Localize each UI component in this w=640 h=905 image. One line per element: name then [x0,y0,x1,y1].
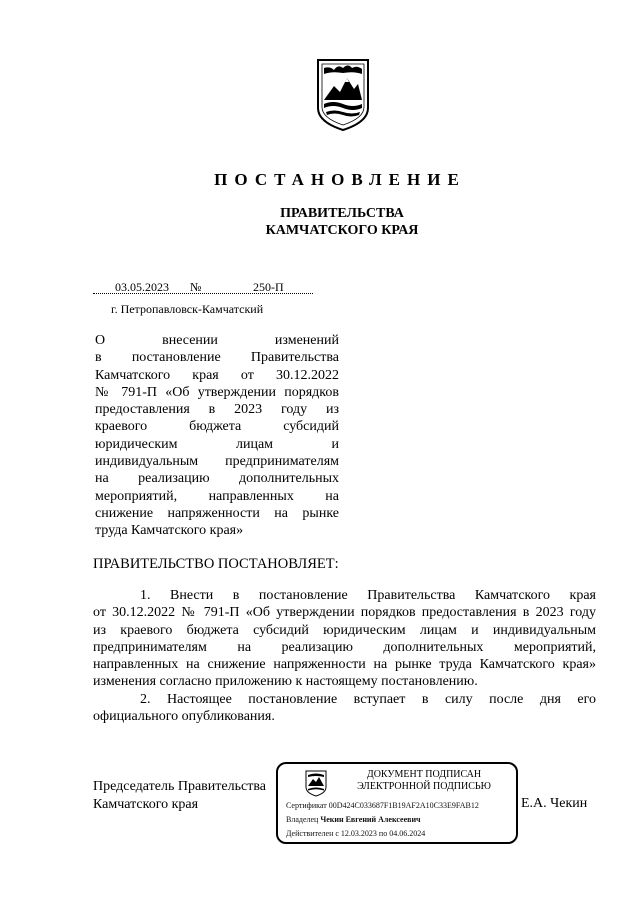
date-number-line [93,280,313,296]
title-line: О внесении изменений [95,333,339,348]
stamp-validity-line [286,829,425,838]
issuer-heading [0,205,640,239]
body-line: 1. Внести в постановление Правительства Камчатского края [140,588,596,603]
valid-from-value: 12.03.2023 [340,829,377,838]
resolution-body [93,587,596,725]
stamp-emblem-icon [304,769,328,797]
certificate-label: Сертификат [286,801,327,810]
stamp-title [336,769,512,793]
body-line: предпринимателям на реализацию дополнительных мероприятий, [93,639,596,655]
owner-value: Чекин Евгений Алексеевич [320,815,421,824]
number-sign: № [190,280,202,294]
title-line: Камчатского края от 30.12.2022 [95,367,339,383]
title-line: мероприятий, направленных на [95,488,339,504]
body-line: из краевого бюджета субсидий юридическим лицам и индивидуальным [93,622,596,638]
stamp-title-line-2: ЭЛЕКТРОННОЙ ПОДПИСЬЮ [357,781,491,792]
title-line: на реализацию дополнительных [95,471,339,487]
city-line: г. Петропавловск-Камчатский [111,302,264,316]
body-line: направленных на снижение напряженности на рынке труда Камчатского края» [93,657,596,673]
title-line: индивидуальным предпринимателям [95,454,339,470]
valid-to-label: по [378,829,388,838]
owner-label: Владелец [286,815,319,824]
issuer-line-2: КАМЧАТСКОГО КРАЯ [265,223,419,238]
body-line: официального опубликования. [93,709,275,725]
body-line: от 30.12.2022 № 791-П «Об утверждении порядков предоставления в 2023 году [93,605,596,621]
stamp-certificate-line [286,801,479,810]
issuer-line-1: ПРАВИТЕЛЬСТВА [280,206,404,221]
body-line: изменения согласно приложению к настоящему постановлению. [93,674,478,690]
title-line: труда Камчатского края» [95,523,244,539]
title-line: юридическим лицам и [95,436,339,452]
title-line: снижение напряженности на рынке [95,505,339,521]
body-line: 2. Настоящее постановление вступает в силу после дня его [140,691,596,707]
document-type-heading: ПОСТАНОВЛЕНИЕ [214,170,466,189]
resolves-heading: ПРАВИТЕЛЬСТВО ПОСТАНОВЛЯЕТ: [93,556,339,572]
coat-of-arms-icon [314,56,372,132]
document-date: 03.05.2023 [115,280,169,294]
certificate-value: 00D424C033687F1B19AF2A10C33E9FAB12 [328,801,479,810]
title-line: № 791-П «Об утверждении порядков [95,384,339,400]
signatory-name: Е.А. Чекин [521,796,588,811]
title-line: в постановление Правительства [95,350,339,366]
position-line-1: Председатель Правительства [93,779,266,794]
title-line: краевого бюджета субсидий [95,419,339,435]
stamp-owner-line [286,815,421,824]
signatory-position [93,778,266,814]
title-line: предоставления в 2023 году из [95,402,339,418]
stamp-title-line-1: ДОКУМЕНТ ПОДПИСАН [366,769,482,780]
dotted-underline [93,293,313,294]
valid-to-value: 04.06.2024 [389,829,426,838]
position-line-2: Камчатского края [93,797,199,812]
electronic-signature-stamp [276,762,518,844]
document-number: 250-П [253,280,284,294]
valid-from-label: Действителен с [286,829,339,838]
document-title-block [95,332,339,540]
